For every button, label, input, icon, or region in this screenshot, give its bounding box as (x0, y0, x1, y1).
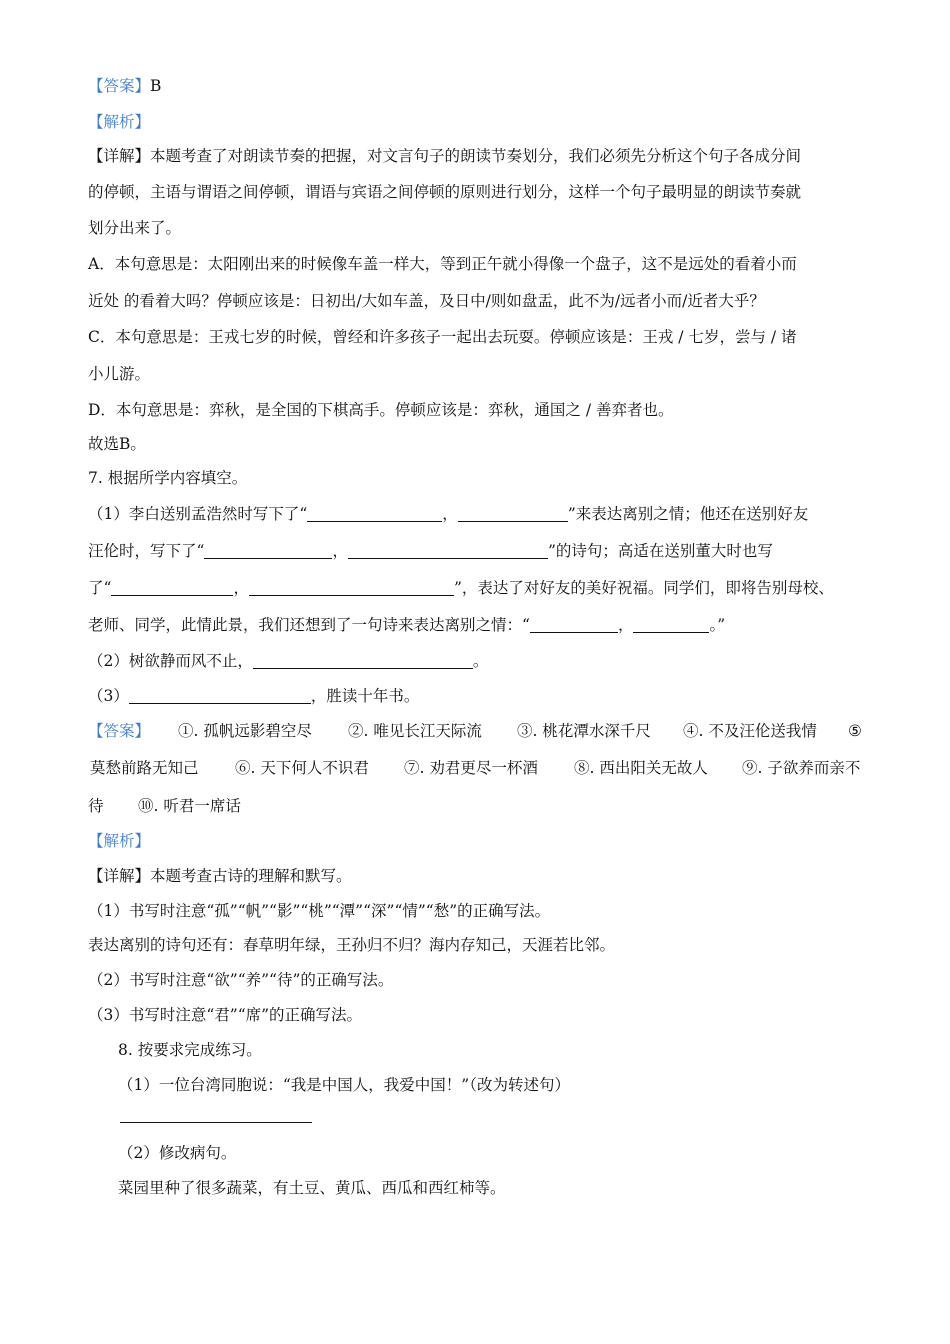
answer-blank-line[interactable] (120, 1122, 312, 1123)
answer-2: ②. 唯见长江天际流 (348, 722, 482, 740)
q7-part3: （3） ，胜读十年书。 (88, 687, 420, 705)
detail-tag: 【详解】 (88, 147, 151, 165)
fill-blank-5[interactable] (111, 579, 233, 596)
conclusion: 故选B。 (88, 435, 146, 453)
answer-4: ④. 不及汪伦送我情 (683, 722, 817, 740)
answer-5-num: ⑤ (848, 722, 862, 740)
answer-9: ⑨. 子欲养而亲不 (742, 759, 861, 777)
q7-title: 7. 根据所学内容填空。 (88, 469, 248, 487)
answer-7: ⑦. 劝君更尽一杯酒 (404, 759, 538, 777)
answer-6: ⑥. 天下何人不识君 (235, 759, 369, 777)
option-d-line: D．本句意思是：弈秋，是全国的下棋高手。停顿应该是：弈秋，通国之 / 善弈者也。 (88, 401, 674, 419)
answer-value: B (150, 77, 162, 95)
q6-answer-line (88, 76, 161, 96)
detail-line-2: 的停顿，主语与谓语之间停顿，谓语与宾语之间停顿的原则进行划分，这样一个句子最明显的朗读节奏就 (88, 183, 802, 201)
answer-10: ⑩. 听君一席话 (138, 797, 241, 815)
q7-part1-line2: 汪伦时，写下了“ ， ”的诗句；高适在送别董大时也写 (88, 542, 773, 560)
option-a-line-2: 近处 的看着大吗？停顿应该是：日初出/大如车盖，及日中/则如盘盂，此不为/远者小而/近者大乎？ (88, 292, 765, 310)
q7-note-1: （1）书写时注意“孤”“帆”“影”“桃”“潭”“深”“情”“愁”的正确写法。 (88, 902, 551, 920)
answer-3: ③. 桃花潭水深千尺 (517, 722, 651, 740)
q7-part1-line4: 老师、同学，此情此景，我们还想到了一句诗来表达离别之情：“ ， 。” (88, 616, 726, 634)
q8-part2: （2）修改病句。 (118, 1144, 237, 1162)
q8-part1: （1）一位台湾同胞说：“我是中国人，我爱中国！”（改为转述句） (118, 1076, 570, 1094)
q7-part1-line3: 了“ ， ”，表达了对好友的美好祝福。同学们，即将告别母校、 (88, 579, 834, 597)
analysis-tag: 【解析】 (88, 113, 151, 131)
detail-line-1: 【详解】本题考查了对朗读节奏的把握，对文言句子的朗读节奏划分，我们必须先分析这个句子各成分间 (88, 147, 802, 165)
fill-blank-4[interactable] (348, 542, 548, 559)
answer-tag: 【答案】 (88, 77, 151, 95)
fill-blank-8[interactable] (633, 616, 709, 633)
fill-blank-6[interactable] (249, 579, 454, 596)
q7-note-3: （3）书写时注意“君”“席”的正确写法。 (88, 1006, 363, 1024)
option-c-line-1: C．本句意思是：王戎七岁的时候，曾经和许多孩子一起出去玩耍。停顿应该是：王戎 / 七岁，尝与 / 诸 (88, 328, 797, 346)
fill-blank-1[interactable] (307, 505, 442, 522)
q7-part1-line1: （1）李白送别孟浩然时写下了“ ， ”来表达离别之情；他还在送别好友 (88, 505, 809, 523)
q7-part2: （2）树欲静而风不止， 。 (88, 652, 489, 670)
q8-title: 8. 按要求完成练习。 (118, 1041, 262, 1059)
detail-line-3: 划分出来了。 (88, 219, 182, 237)
answer-9-cont: 待 (88, 797, 104, 815)
option-a-line-1: A．本句意思是：太阳刚出来的时候像车盖一样大，等到正午就小得像一个盘子，这不是远处的看着小而 (88, 255, 797, 273)
q7-analysis-tag: 【解析】 (88, 832, 151, 850)
answer-1: ①. 孤帆远影碧空尽 (178, 722, 312, 740)
answer-5-text: 莫愁前路无知己 (90, 759, 199, 777)
answer-8: ⑧. 西出阳关无故人 (574, 759, 708, 777)
option-c-line-2: 小儿游。 (88, 365, 151, 383)
fill-blank-9[interactable] (253, 652, 473, 669)
q7-note-1b: 表达离别的诗句还有：春草明年绿，王孙归不归？海内存知己，天涯若比邻。 (88, 936, 616, 954)
fill-blank-7[interactable] (530, 616, 618, 633)
detail-tag: 【详解】 (88, 867, 151, 885)
answer-tag: 【答案】 (88, 722, 151, 740)
q7-detail: 【详解】本题考查古诗的理解和默写。 (88, 867, 352, 885)
fill-blank-2[interactable] (458, 505, 568, 522)
q7-answer-line-1 (88, 721, 150, 741)
q7-note-2: （2）书写时注意“欲”“养”“待”的正确写法。 (88, 971, 394, 989)
fill-blank-10[interactable] (129, 687, 311, 704)
fill-blank-3[interactable] (204, 542, 332, 559)
q8-part2-sentence: 菜园里种了很多蔬菜，有土豆、黄瓜、西瓜和西红柿等。 (118, 1179, 506, 1197)
